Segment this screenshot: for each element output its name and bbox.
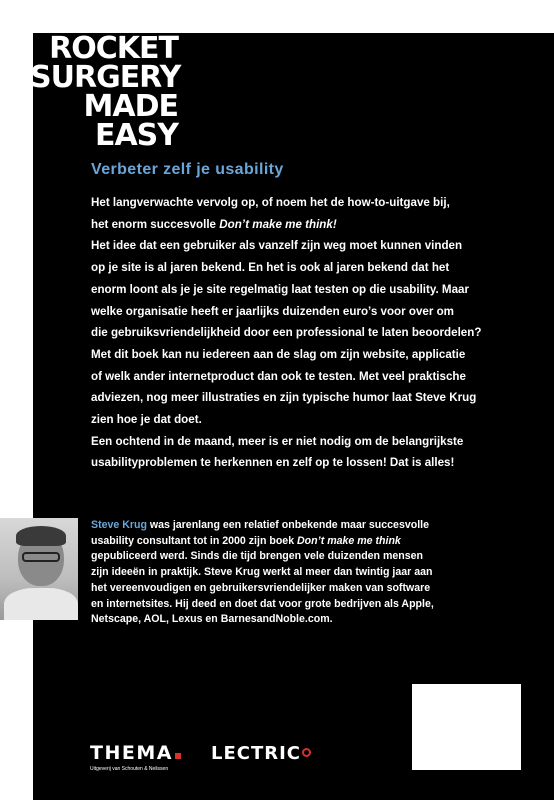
title-line: MADE <box>83 89 178 124</box>
bio-line: Netscape, AOL, Lexus en BarnesandNoble.com. <box>91 613 333 626</box>
bio-line: gepubliceerd werd. Sinds die tijd brengen vele duizenden mensen <box>91 550 424 563</box>
blurb-line-text: het enorm succesvolle <box>91 217 220 231</box>
title-line: ROCKET <box>49 31 178 66</box>
blurb-line: of welk ander internetproduct dan ook te testen. Met veel praktische <box>91 369 466 383</box>
bio-line: en internetsites. Hij deed en doet dat voor grote bedrijven als Apple, <box>91 597 434 610</box>
blurb-line: die gebruiksvriendelijkheid door een professional te laten beoordelen? <box>91 326 482 340</box>
blurb-line: adviezen, nog meer illustraties en zijn typische humor laat Steve Krug <box>91 391 477 405</box>
logo-square-icon <box>175 753 181 759</box>
blurb-line <box>91 214 531 236</box>
title-line: EASY <box>94 118 178 153</box>
book-title <box>30 31 181 153</box>
lectric-logo-text: LECTRIC <box>211 743 302 764</box>
bio-line-text: was jarenlang een relatief onbekende maar succesvolle <box>146 519 429 531</box>
author-name: Steve Krug <box>91 519 147 531</box>
barcode-area <box>412 684 521 770</box>
bio-line <box>91 534 531 550</box>
bio-line <box>91 518 531 534</box>
author-bio <box>91 518 531 628</box>
bio-line: zijn ideeën in praktijk. Steve Krug werkt al meer dan twintig jaar aan <box>91 566 433 579</box>
blurb-line: Met dit boek kan nu iedereen aan de slag om zijn website, applicatie <box>91 347 466 361</box>
thema-tagline: Uitgeverij van Schouten & Nelissen <box>90 766 169 772</box>
blurb-line: usabilityproblemen te herkennen en zelf op te lossen! Dat is alles! <box>91 456 455 470</box>
blurb-line: welke organisatie heeft er jaarlijks duizenden euro’s voor over om <box>91 304 454 318</box>
blurb-line: Een ochtend in de maand, meer is er niet nodig om de belangrijkste <box>91 434 464 448</box>
blurb-line: zien hoe je dat doet. <box>91 413 202 427</box>
bio-line: het vereenvoudigen en gebruikersvriendelijker maken van software <box>91 581 431 594</box>
subtitle: Verbeter zelf je usability <box>91 161 284 178</box>
thema-logo-text: THEMA <box>90 742 173 764</box>
author-photo <box>0 518 78 620</box>
blurb-line: enorm loont als je je site regelmatig laat testen op die usability. Maar <box>91 282 469 296</box>
thema-logo <box>90 742 181 764</box>
blurb-line: Het idee dat een gebruiker als vanzelf zijn weg moet kunnen vinden <box>91 239 463 253</box>
blurb-text <box>91 192 531 474</box>
book-reference: Don’t make me think! <box>219 217 337 231</box>
logo-ring-icon <box>302 748 311 757</box>
bio-line-text: usability consultant tot in 2000 zijn boek <box>91 534 298 547</box>
blurb-line: op je site is al jaren bekend. En het is ook al jaren bekend dat het <box>91 261 450 275</box>
lectric-logo <box>211 743 311 764</box>
book-reference: Don’t make me think <box>297 534 401 547</box>
blurb-line: Het langverwachte vervolg op, of noem het de how-to-uitgave bij, <box>91 196 450 209</box>
title-line: SURGERY <box>30 60 181 95</box>
